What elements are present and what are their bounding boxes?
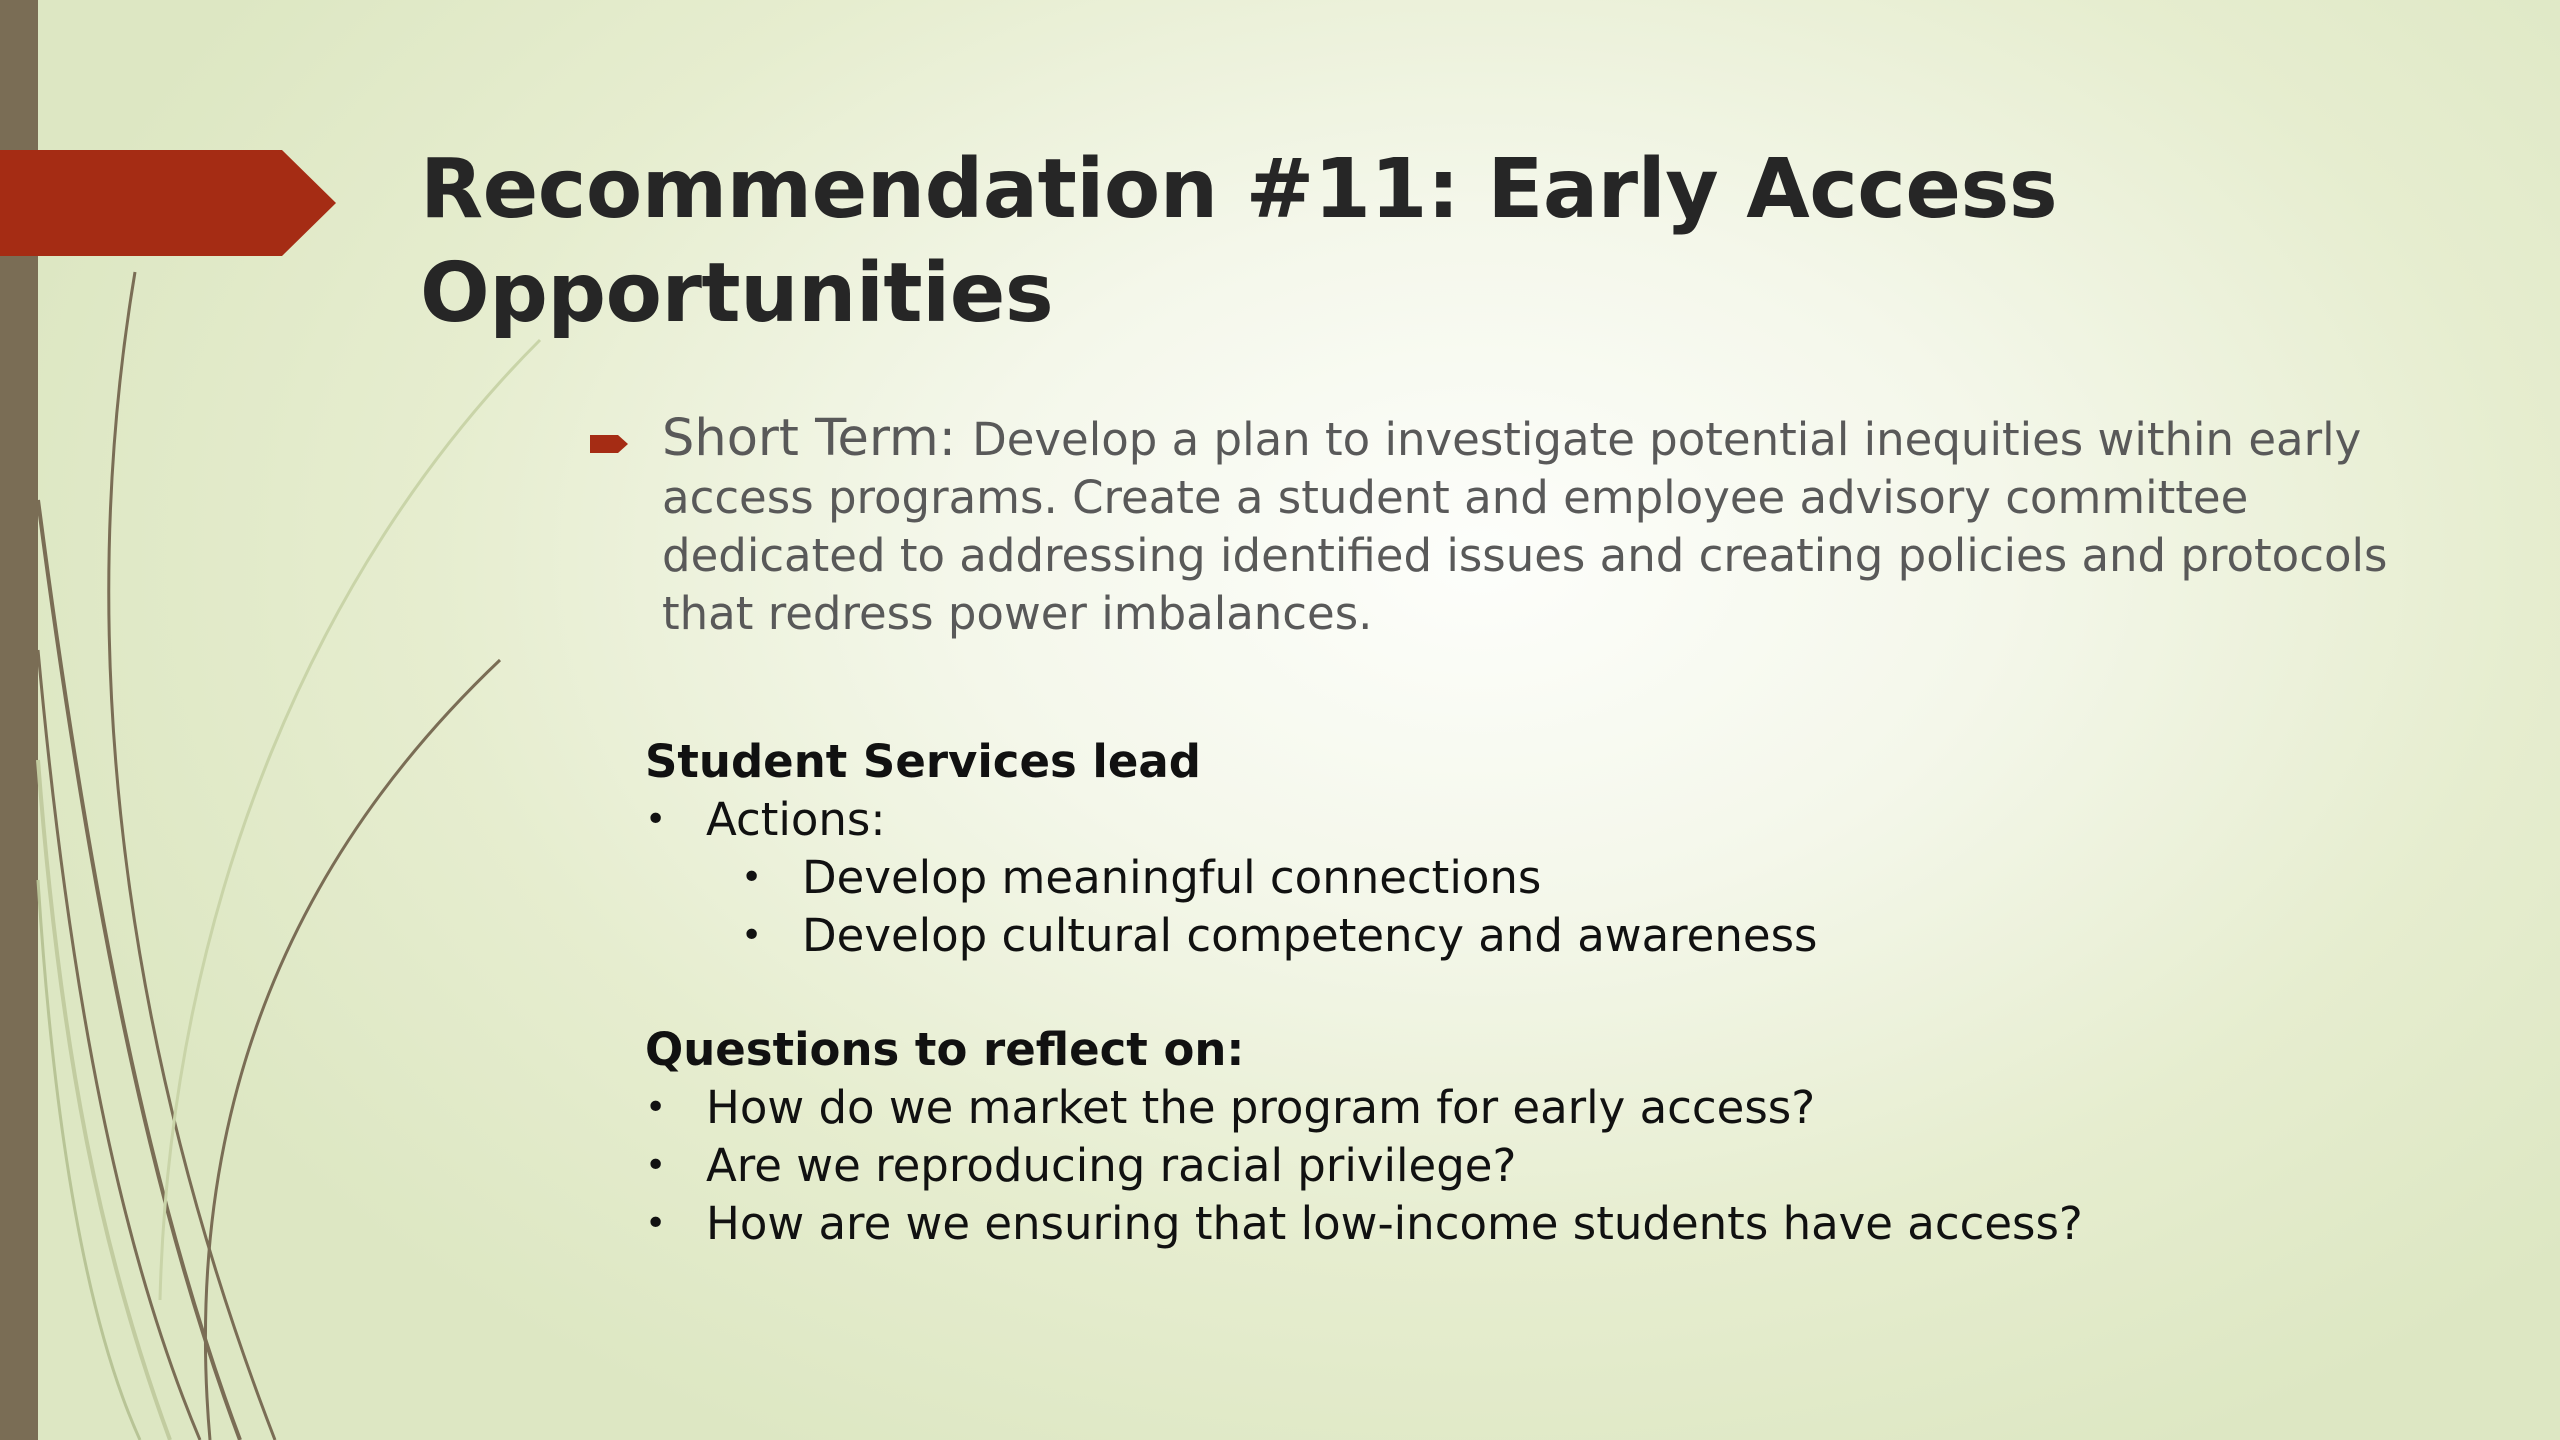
slide-title xyxy=(420,138,2320,346)
short-term-text-block xyxy=(662,410,2410,643)
question-item: • Are we reproducing racial privilege? xyxy=(645,1137,2085,1195)
short-term-label: Short Term: xyxy=(662,409,973,468)
questions-section xyxy=(645,1021,2085,1253)
lead-heading: Student Services lead xyxy=(645,735,1201,788)
question-item: • How are we ensuring that low-income students have access? xyxy=(645,1195,2085,1253)
action-item: • Develop cultural competency and awareness xyxy=(645,907,2145,965)
lead-section xyxy=(645,733,2145,965)
short-term-description: Develop a plan to investigate potential inequities within early access programs. Create a student and employee advisory committee dedicated to addressing identified issues and creating policies and protocols that redress power imbalances. xyxy=(662,413,2388,640)
questions-list xyxy=(645,1079,2085,1253)
slide-title-line-1: Recommendation #11: Early Access xyxy=(420,142,2058,237)
actions-label: • Actions: xyxy=(645,791,2145,849)
question-item: • How do we market the program for early access? xyxy=(645,1079,2085,1137)
actions-list xyxy=(645,849,2145,965)
lead-list xyxy=(645,791,2145,849)
title-arrow-banner-icon xyxy=(0,150,336,256)
slide-title-line-2: Opportunities xyxy=(420,246,1054,341)
arrow-bullet-icon xyxy=(590,430,630,458)
short-term-paragraph xyxy=(590,410,2410,643)
questions-heading: Questions to reflect on: xyxy=(645,1023,1245,1076)
action-item: • Develop meaningful connections xyxy=(645,849,2145,907)
